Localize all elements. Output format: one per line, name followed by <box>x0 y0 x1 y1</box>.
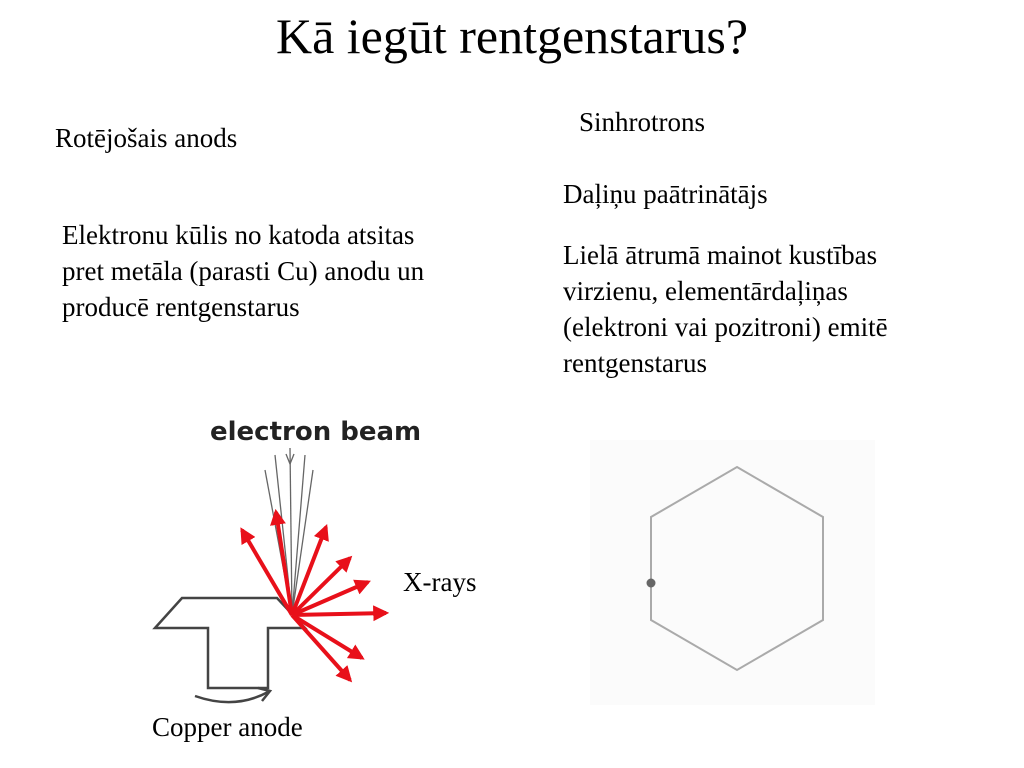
rotating-anode-diagram <box>150 410 550 720</box>
copper-anode-shape <box>155 598 305 688</box>
rotating-anode-description: Elektronu kūlis no katoda atsitas pret metāla (parasti Cu) anodu un producē rentgenstarus <box>62 220 425 322</box>
xrays-label: X-rays <box>403 567 477 597</box>
rotating-anode-heading: Rotējošais anods <box>55 123 238 153</box>
particle-accelerator-subheading: Daļiņu paātrinātājs <box>563 179 768 209</box>
copper-anode-label: Copper anode <box>152 712 303 742</box>
synchrotron-heading: Sinhrotrons <box>579 107 706 137</box>
synchrotron-diagram <box>590 440 880 710</box>
slide-title: Kā iegūt rentgenstarus? <box>275 8 749 64</box>
synchrotron-description: Lielā ātrumā mainot kustības virzienu, elementārdaļiņas (elektroni vai pozitroni) emitē rentgenstarus <box>563 240 888 378</box>
particle-dot <box>647 579 656 588</box>
rotation-arrow-icon <box>195 692 268 702</box>
electron-beam-label: electron beam <box>210 417 422 447</box>
